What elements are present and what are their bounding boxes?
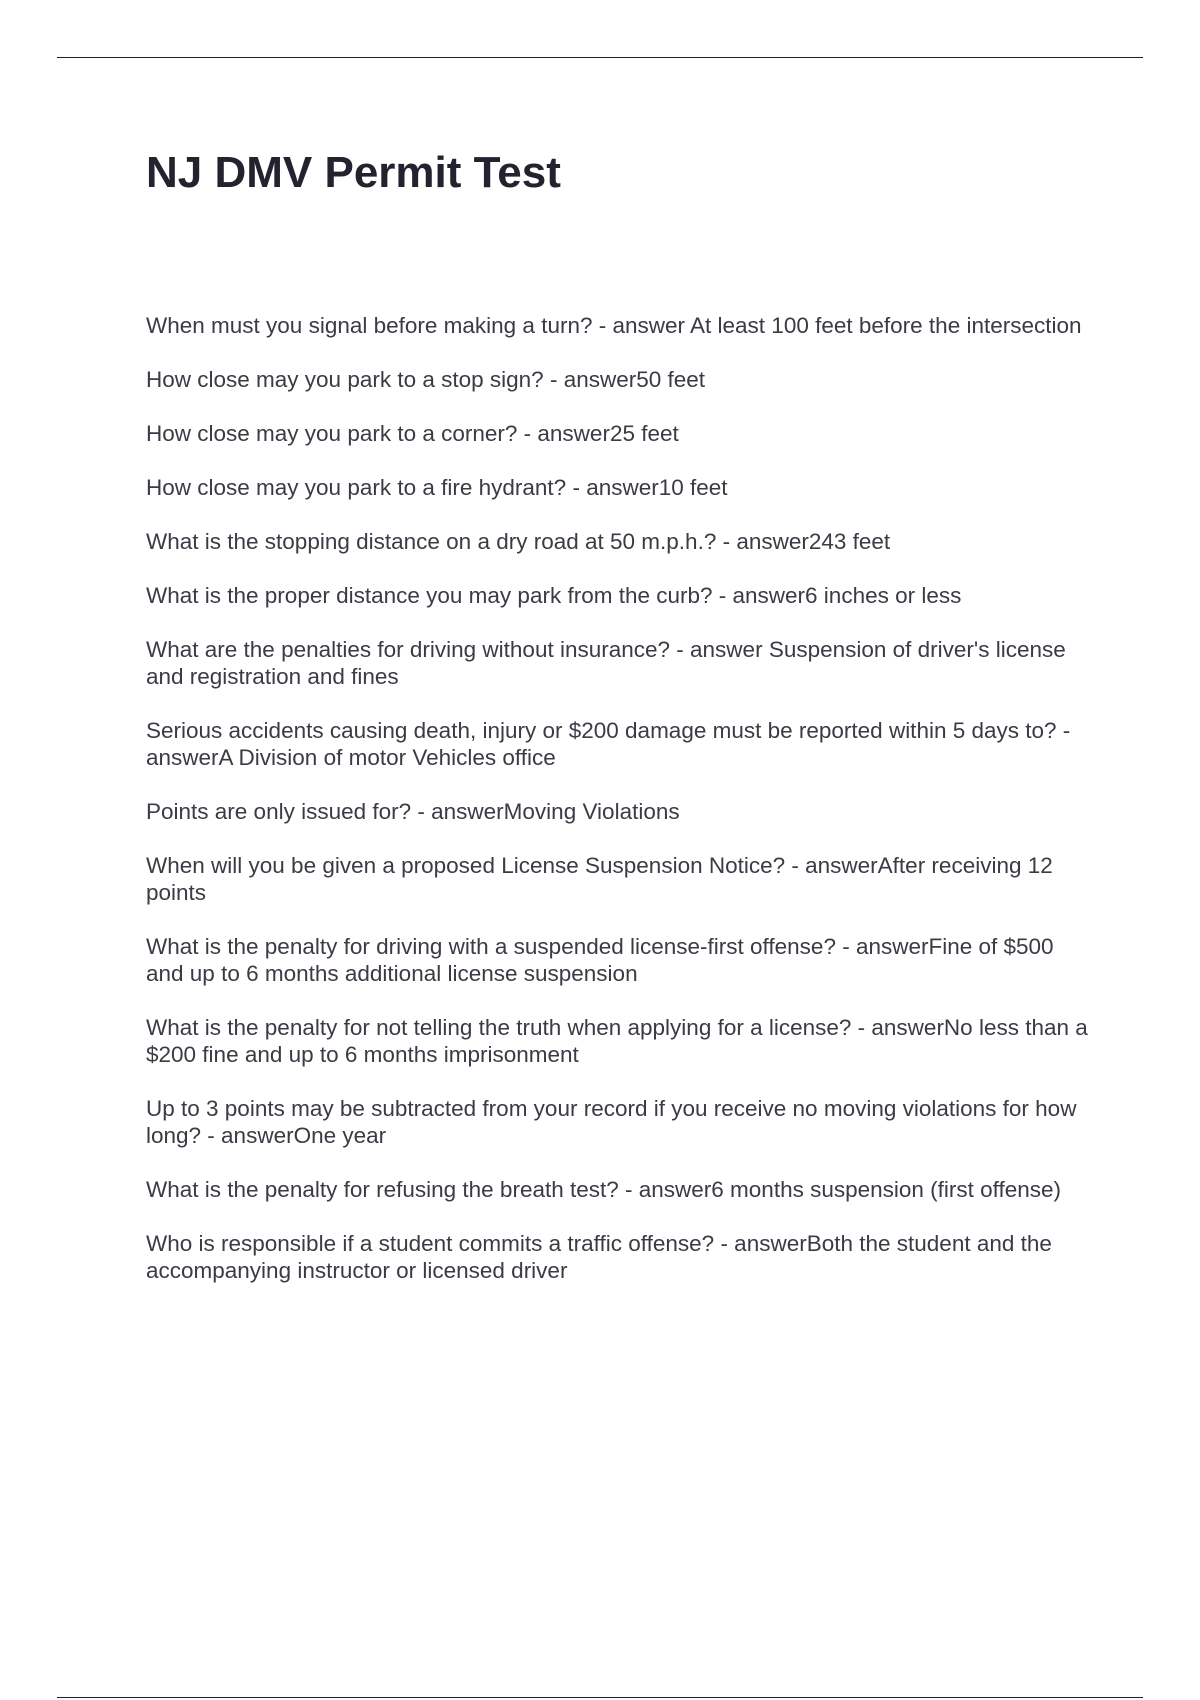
top-divider: [57, 57, 1143, 58]
qa-item: How close may you park to a fire hydrant? - answer10 feet: [146, 475, 728, 500]
qa-item: What is the proper distance you may park from the curb? - answer6 inches or less: [146, 583, 962, 608]
qa-item: What is the penalty for not telling the truth when applying for a license? - answerNo less than a $200 fine and up to 6 months imprisonment: [146, 1015, 1088, 1067]
qa-item: What is the stopping distance on a dry road at 50 m.p.h.? - answer243 feet: [146, 529, 891, 554]
bottom-divider: [57, 1697, 1143, 1698]
qa-item: When must you signal before making a turn? - answer At least 100 feet before the intersection: [146, 313, 1082, 338]
qa-item: How close may you park to a corner? - answer25 feet: [146, 421, 679, 446]
qa-item: Serious accidents causing death, injury or $200 damage must be reported within 5 days to? - answerA Division of motor Vehicles office: [146, 718, 1071, 770]
qa-item: What are the penalties for driving without insurance? - answer Suspension of driver's license and registration and fines: [146, 637, 1066, 689]
qa-item: How close may you park to a stop sign? - answer50 feet: [146, 367, 706, 392]
qa-item: When will you be given a proposed License Suspension Notice? - answerAfter receiving 12 points: [146, 853, 1053, 905]
qa-list: [146, 312, 1096, 1311]
qa-item: Who is responsible if a student commits a traffic offense? - answerBoth the student and the accompanying instructor or licensed driver: [146, 1231, 1052, 1283]
qa-item: Points are only issued for? - answerMoving Violations: [146, 799, 680, 824]
qa-item: Up to 3 points may be subtracted from your record if you receive no moving violations for how long? - answerOne year: [146, 1096, 1077, 1148]
qa-item: What is the penalty for refusing the breath test? - answer6 months suspension (first offense): [146, 1177, 1062, 1202]
qa-item: What is the penalty for driving with a suspended license-first offense? - answerFine of $500 and up to 6 months additional license suspension: [146, 934, 1054, 986]
document-title: NJ DMV Permit Test: [146, 148, 561, 197]
